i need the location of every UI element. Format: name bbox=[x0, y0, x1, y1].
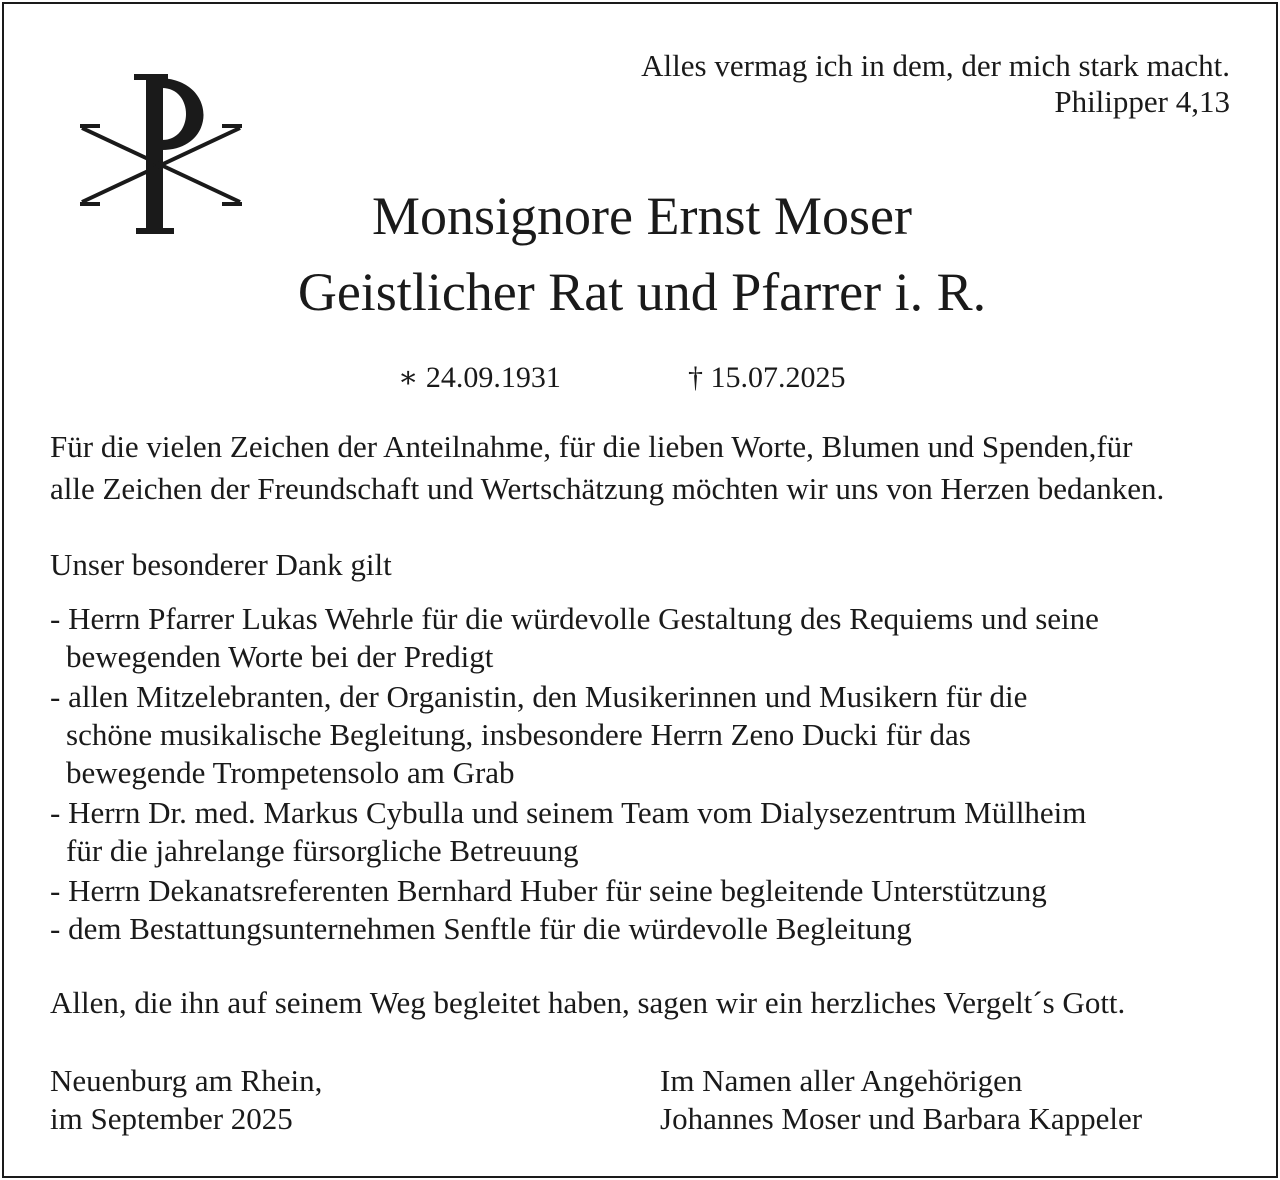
thanks-item: - dem Bestattungsunternehmen Senftle für die würdevolle Begleitung bbox=[50, 911, 912, 946]
thanks-item: - Herrn Dekanatsreferenten Bernhard Huber für seine begleitende Unterstützung bbox=[50, 873, 1047, 908]
signature-names: Johannes Moser und Barbara Kappeler bbox=[660, 1101, 1143, 1136]
deceased-title: Geistlicher Rat und Pfarrer i. R. bbox=[297, 262, 987, 322]
cross-icon: † bbox=[688, 361, 703, 394]
intro-line: alle Zeichen der Freundschaft und Wertschätzung möchten wir uns von Herzen bedanken. bbox=[50, 471, 1165, 506]
date-line: im September 2025 bbox=[50, 1101, 293, 1136]
intro-line: Für die vielen Zeichen der Anteilnahme, für die lieben Worte, Blumen und Spenden,für bbox=[50, 429, 1133, 464]
verse-reference: Philipper 4,13 bbox=[1054, 84, 1230, 119]
closing-line: Allen, die ihn auf seinem Weg begleitet haben, sagen wir ein herzliches Vergelt´s Gott. bbox=[50, 985, 1126, 1020]
death-date: † 15.07.2025 bbox=[688, 361, 846, 394]
thanks-item-continued: für die jahrelange fürsorgliche Betreuung bbox=[66, 833, 579, 868]
thanks-item: - Herrn Pfarrer Lukas Wehrle für die würdevolle Gestaltung des Requiems und seine bbox=[50, 601, 1099, 636]
deceased-name: Monsignore Ernst Moser bbox=[372, 186, 912, 246]
thanks-item: - Herrn Dr. med. Markus Cybulla und seinem Team vom Dialysezentrum Müllheim bbox=[50, 795, 1087, 830]
birth-date: ∗ 24.09.1931 bbox=[398, 361, 561, 394]
thanks-item-continued: bewegenden Worte bei der Predigt bbox=[66, 639, 494, 674]
thanks-item: - allen Mitzelebranten, der Organistin, den Musikerinnen und Musikern für die bbox=[50, 679, 1028, 714]
signature-line: Im Namen aller Angehörigen bbox=[660, 1063, 1023, 1098]
thanks-item-continued: bewegende Trompetensolo am Grab bbox=[66, 755, 515, 790]
thanks-heading: Unser besonderer Dank gilt bbox=[50, 547, 392, 582]
birth-icon: ∗ bbox=[398, 361, 419, 394]
place-line: Neuenburg am Rhein, bbox=[50, 1063, 323, 1098]
thanks-item-continued: schöne musikalische Begleitung, insbesondere Herrn Zeno Ducki für das bbox=[66, 717, 971, 752]
obituary-frame bbox=[2, 2, 1278, 1178]
bible-verse: Alles vermag ich in dem, der mich stark macht. bbox=[641, 48, 1230, 83]
